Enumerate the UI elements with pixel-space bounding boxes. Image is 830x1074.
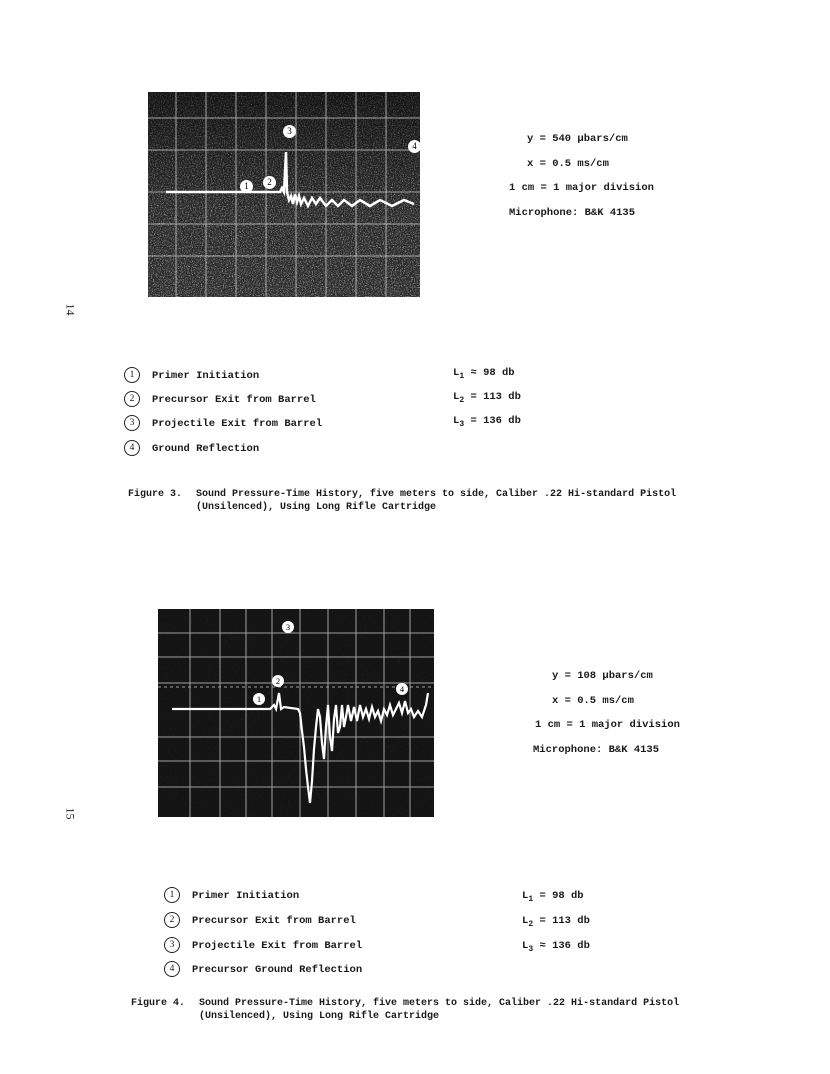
figure4-microphone: Microphone: B&K 4135 — [533, 744, 660, 756]
figure4-oscilloscope-trace — [158, 609, 434, 817]
number-3-icon: 3 — [124, 415, 140, 431]
figure4-marker-1: 1 — [253, 693, 265, 705]
figure3-legend-item: 2 Precursor Exit from Barrel — [124, 391, 316, 407]
number-1-icon: 1 — [124, 367, 140, 383]
figure3-level-l1: $L_1 \approx 98$ db — [453, 367, 515, 382]
figure4-level-l1: $L_1 = 98$ db — [522, 890, 584, 905]
figure3-caption: Figure 3. Sound Pressure-Time History, five meters to side, Caliber .22 Hi-standard Pistol (Unsilenced), Using Long Rifle Cartridge — [128, 489, 677, 513]
figure3-marker-4: 4 — [408, 140, 420, 153]
figure4-caption: Figure 4. Sound Pressure-Time History, five meters to side, Caliber .22 Hi-standard Pistol (Unsilenced), Using Long Rifle Cartridge — [131, 998, 680, 1022]
figure4-y-scale: y = 108 µbars/cm — [552, 670, 653, 682]
figure3-level-l3: $L_3 = 136$ db — [453, 415, 521, 430]
figure4-legend-item: 1 Primer Initiation — [164, 887, 299, 903]
figure3-y-scale: y = 540 µbars/cm — [527, 133, 628, 145]
figure4-legend-item: 4 Precursor Ground Reflection — [164, 961, 362, 977]
number-2-icon: 2 — [124, 391, 140, 407]
figure4-level-l2: $L_2 = 113$ db — [522, 915, 590, 930]
figure3-division: 1 cm = 1 major division — [509, 182, 654, 194]
figure4-legend-item: 3 Projectile Exit from Barrel — [164, 937, 362, 953]
figure4-legend-item: 2 Precursor Exit from Barrel — [164, 912, 356, 928]
figure3-x-scale: x = 0.5 ms/cm — [527, 158, 609, 170]
figure3-marker-2: 2 — [263, 176, 276, 189]
number-1-icon: 1 — [164, 887, 180, 903]
figure3-marker-3: 3 — [283, 125, 296, 138]
page-number-14: 14 — [63, 303, 78, 316]
number-4-icon: 4 — [164, 961, 180, 977]
figure4-marker-4: 4 — [396, 683, 408, 695]
figure3-marker-1: 1 — [240, 180, 253, 193]
figure3-level-l2: $L_2 = 113$ db — [453, 391, 521, 406]
figure3-legend-item: 3 Projectile Exit from Barrel — [124, 415, 322, 431]
figure3-legend-item: 4 Ground Reflection — [124, 440, 259, 456]
number-2-icon: 2 — [164, 912, 180, 928]
figure3-microphone: Microphone: B&K 4135 — [509, 207, 636, 219]
figure4-level-l3: $L_3 \approx 136$ db — [522, 940, 590, 955]
figure3-oscilloscope-trace — [148, 92, 420, 297]
figure4-marker-2: 2 — [272, 675, 284, 687]
figure4-x-scale: x = 0.5 ms/cm — [552, 695, 634, 707]
page-number-15: 15 — [63, 807, 78, 820]
number-3-icon: 3 — [164, 937, 180, 953]
number-4-icon: 4 — [124, 440, 140, 456]
figure4-division: 1 cm = 1 major division — [535, 719, 680, 731]
figure4-marker-3: 3 — [282, 621, 294, 633]
figure3-legend-item: 1 Primer Initiation — [124, 367, 259, 383]
